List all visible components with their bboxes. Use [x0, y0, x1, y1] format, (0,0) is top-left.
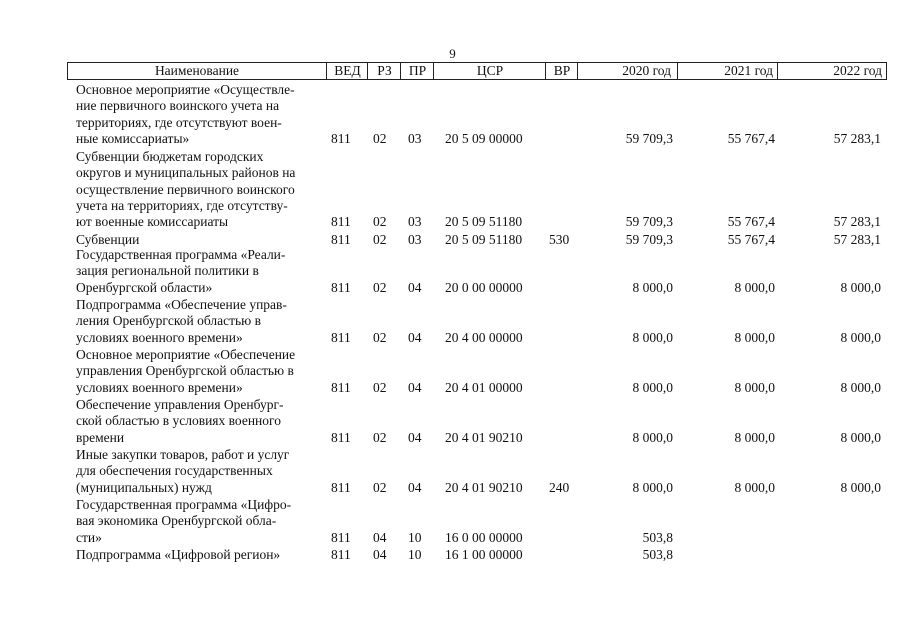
header-name: Наименование	[154, 63, 240, 78]
row-name-line: Подпрограмма «Цифровой регион»	[76, 547, 281, 562]
table-row	[0, 347, 905, 396]
row-name	[76, 247, 312, 296]
row-name	[76, 447, 312, 496]
row-csr: 20 5 09 51180	[445, 232, 523, 247]
row-ved: 811	[331, 429, 351, 445]
row-2022: 8 000,0	[840, 279, 881, 295]
row-name	[76, 547, 312, 563]
row-name-line: ние первичного воинского учета на	[76, 98, 280, 114]
row-csr: 20 4 01 90210	[445, 479, 523, 495]
row-name-line: осуществление первичного воинского	[76, 181, 295, 197]
row-name-line: округов и муниципальных районов на	[76, 165, 296, 181]
table-row	[0, 447, 905, 496]
row-2020: 503,8	[642, 529, 673, 545]
row-csr: 16 0 00 00000	[445, 529, 523, 545]
row-name	[76, 297, 312, 346]
row-name-line: ской областью в условиях военного	[76, 413, 281, 429]
row-name	[76, 397, 312, 446]
row-2020: 8 000,0	[632, 379, 673, 395]
row-pr: 10	[408, 529, 422, 545]
row-2021: 8 000,0	[734, 329, 775, 345]
row-2021: 55 767,4	[727, 130, 775, 146]
row-name-line: для обеспечения государственных	[76, 463, 273, 479]
header-vr: ВР	[545, 63, 578, 79]
table-row	[0, 397, 905, 446]
row-rz: 02	[373, 279, 387, 295]
row-name-line: Субвенции	[76, 232, 140, 247]
row-csr: 20 0 00 00000	[445, 279, 523, 295]
row-2020: 59 709,3	[625, 130, 673, 146]
row-ved: 811	[331, 547, 351, 562]
row-name-line: сти»	[76, 529, 102, 545]
row-ved: 811	[331, 379, 351, 395]
row-vr: 530	[549, 232, 570, 247]
row-name	[76, 232, 312, 248]
row-rz: 04	[373, 529, 387, 545]
row-2022: 8 000,0	[840, 479, 881, 495]
table-row	[0, 497, 905, 546]
row-2022: 57 283,1	[833, 214, 881, 230]
header-rz: РЗ	[367, 63, 401, 79]
row-name-line: ные комиссариаты»	[76, 130, 190, 146]
row-rz: 02	[373, 130, 387, 146]
row-2022: 57 283,1	[833, 130, 881, 146]
row-rz: 02	[373, 429, 387, 445]
row-ved: 811	[331, 479, 351, 495]
row-2020: 503,8	[642, 547, 673, 562]
row-name-line: Государственная программа «Реали-	[76, 247, 286, 262]
row-2020: 8 000,0	[632, 279, 673, 295]
row-ved: 811	[331, 130, 351, 146]
table-row	[0, 297, 905, 346]
row-csr: 20 5 09 51180	[445, 214, 523, 230]
row-name-line: Обеспечение управления Оренбург-	[76, 397, 284, 412]
row-2022: 8 000,0	[840, 379, 881, 395]
header-2021: 2021 год	[677, 63, 777, 79]
row-pr: 04	[408, 379, 422, 395]
row-name-line: вая экономика Оренбургской обла-	[76, 513, 277, 529]
row-csr: 20 4 01 00000	[445, 379, 523, 395]
row-name-line: зация региональной политики в	[76, 263, 259, 279]
row-name	[76, 82, 312, 147]
row-2022: 57 283,1	[833, 232, 881, 247]
row-name-line: условиях военного времени»	[76, 379, 243, 395]
row-pr: 03	[408, 130, 422, 146]
row-pr: 04	[408, 479, 422, 495]
row-name-line: условиях военного времени»	[76, 329, 243, 345]
row-2020: 8 000,0	[632, 479, 673, 495]
header-2022: 2022 год	[777, 63, 886, 79]
row-2022: 8 000,0	[840, 329, 881, 345]
table-row	[0, 82, 905, 147]
row-rz: 02	[373, 214, 387, 230]
row-2021: 55 767,4	[727, 232, 775, 247]
row-2021: 8 000,0	[734, 379, 775, 395]
row-name-line: (муниципальных) нужд	[76, 479, 212, 495]
row-2020: 8 000,0	[632, 329, 673, 345]
row-pr: 04	[408, 429, 422, 445]
row-name-line: Оренбургской области»	[76, 279, 213, 295]
row-name	[76, 347, 312, 396]
row-csr: 20 4 01 90210	[445, 429, 523, 445]
row-pr: 04	[408, 279, 422, 295]
row-name-line: учета на территориях, где отсутству-	[76, 197, 288, 213]
table-header	[67, 62, 887, 80]
row-pr: 03	[408, 214, 422, 230]
row-ved: 811	[331, 329, 351, 345]
row-ved: 811	[331, 529, 351, 545]
header-2020: 2020 год	[577, 63, 677, 79]
row-2020: 59 709,3	[625, 214, 673, 230]
row-2021: 8 000,0	[734, 279, 775, 295]
row-2021: 8 000,0	[734, 479, 775, 495]
header-pr: ПР	[400, 63, 434, 79]
row-name-line: Основное мероприятие «Осуществле-	[76, 82, 295, 97]
row-name-line: управления Оренбургской областью в	[76, 363, 294, 379]
row-name-line: ют военные комиссариаты	[76, 214, 229, 230]
table-row	[0, 547, 905, 563]
row-rz: 02	[373, 232, 387, 247]
row-2021: 55 767,4	[727, 214, 775, 230]
row-2020: 8 000,0	[632, 429, 673, 445]
row-pr: 03	[408, 232, 422, 247]
row-name-line: Иные закупки товаров, работ и услуг	[76, 447, 290, 462]
row-rz: 04	[373, 547, 387, 562]
row-name	[76, 149, 312, 230]
row-name-line: Субвенции бюджетам городских	[76, 149, 264, 164]
row-2021: 8 000,0	[734, 429, 775, 445]
row-ved: 811	[331, 214, 351, 230]
page-number: 9	[449, 46, 456, 61]
row-csr: 16 1 00 00000	[445, 547, 523, 562]
header-csr: ЦСР	[433, 63, 546, 79]
row-name-line: Основное мероприятие «Обеспечение	[76, 347, 296, 362]
row-pr: 10	[408, 547, 422, 562]
row-rz: 02	[373, 379, 387, 395]
row-name	[76, 497, 312, 546]
table-row	[0, 232, 905, 248]
row-2022: 8 000,0	[840, 429, 881, 445]
row-rz: 02	[373, 329, 387, 345]
row-name-line: Подпрограмма «Обеспечение управ-	[76, 297, 287, 312]
row-2020: 59 709,3	[625, 232, 673, 247]
header-ved: ВЕД	[326, 63, 368, 79]
row-csr: 20 4 00 00000	[445, 329, 523, 345]
table-row	[0, 149, 905, 231]
row-pr: 04	[408, 329, 422, 345]
row-name-line: ления Оренбургской областью в	[76, 313, 261, 329]
row-csr: 20 5 09 00000	[445, 130, 523, 146]
row-rz: 02	[373, 479, 387, 495]
row-name-line: Государственная программа «Цифро-	[76, 497, 292, 512]
row-ved: 811	[331, 232, 351, 247]
row-ved: 811	[331, 279, 351, 295]
row-name-line: времени	[76, 429, 125, 445]
row-name-line: территориях, где отсутствуют воен-	[76, 114, 282, 130]
table-row	[0, 247, 905, 296]
row-vr: 240	[549, 479, 570, 495]
